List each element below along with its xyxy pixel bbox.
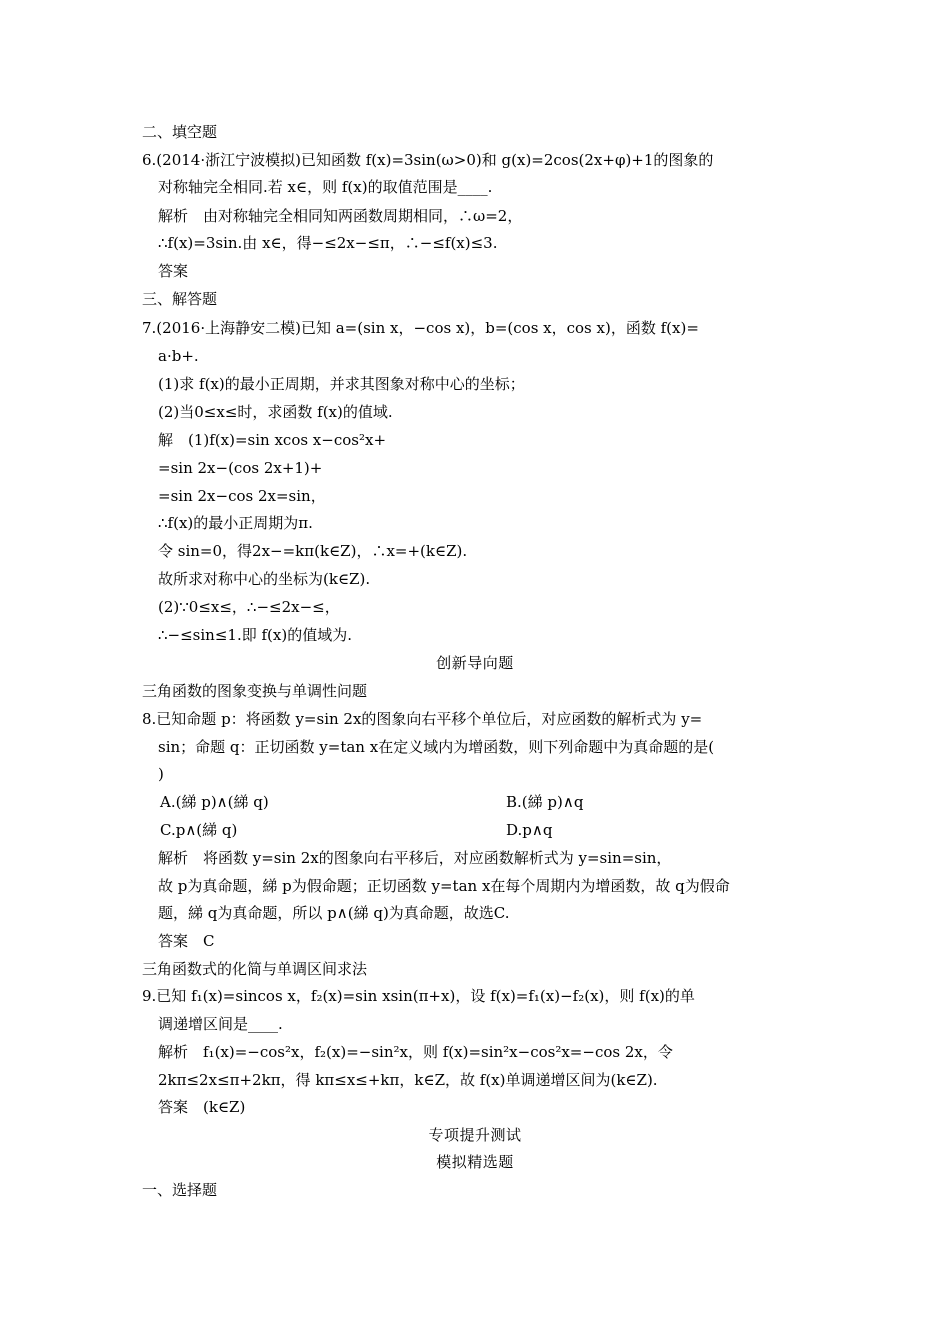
- question-text: 6.(2014·浙江宁波模拟)已知函数 f(x)=3sin(ω>0)和 g(x)=2cos(2x+φ)+1的图象的: [142, 151, 714, 169]
- solution-text: =sin 2x−(cos 2x+1)+: [158, 459, 323, 477]
- question-text: 7.(2016·上海静安二模)已知 a=(sin x，−cos x)，b=(cos x，cos x)，函数 f(x)=: [142, 319, 699, 337]
- solution-text: =sin 2x−cos 2x=sin，: [158, 487, 326, 505]
- analysis-text: 解析 由对称轴完全相同知两函数周期相同，∴ω=2，: [158, 207, 523, 225]
- solution-text: ∴f(x)的最小正周期为π.: [158, 514, 313, 532]
- option-c: C.p∧(綈 q): [160, 821, 238, 839]
- center-heading: 模拟精选题: [436, 1153, 514, 1171]
- section-heading: 二、填空题: [142, 123, 218, 141]
- solution-text: ∴−≤sin≤1.即 f(x)的值域为.: [158, 626, 352, 644]
- question-text: sin；命题 q：正切函数 y=tan x在定义域内为增函数，则下列命题中为真命题的是(: [158, 738, 715, 756]
- question-part: (2)当0≤x≤时，求函数 f(x)的值域.: [158, 403, 393, 421]
- analysis-text: 解析 f₁(x)=−cos²x，f₂(x)=−sin²x，则 f(x)=sin²x−cos²x=−cos 2x，令: [158, 1043, 673, 1061]
- solution-text: 令 sin=0，得2x−=kπ(k∈Z)，∴x=+(k∈Z).: [158, 542, 468, 560]
- solution-text: (2)∵0≤x≤，∴−≤2x−≤，: [158, 598, 340, 616]
- answer-label: 答案 (k∈Z): [158, 1098, 246, 1116]
- analysis-text: 2kπ≤2x≤π+2kπ，得 kπ≤x≤+kπ，k∈Z，故 f(x)单调递增区间为(k∈Z).: [158, 1071, 658, 1089]
- center-heading: 专项提升测试: [428, 1126, 522, 1144]
- section-heading: 三、解答题: [142, 290, 218, 308]
- analysis-text: 题，綈 q为真命题，所以 p∧(綈 q)为真命题，故选C.: [158, 904, 510, 922]
- option-b: B.(綈 p)∧q: [506, 793, 584, 811]
- answer-label: 答案 C: [158, 932, 215, 950]
- topic-heading: 三角函数式的化简与单调区间求法: [142, 960, 368, 978]
- analysis-text: 故 p为真命题，綈 p为假命题；正切函数 y=tan x在每个周期内为增函数，故 q为假命: [158, 877, 730, 895]
- question-text: 9.已知 f₁(x)=sincos x，f₂(x)=sin xsin(π+x)，设 f(x)=f₁(x)−f₂(x)，则 f(x)的单: [142, 987, 695, 1005]
- center-heading: 创新导向题: [436, 654, 514, 672]
- question-part: (1)求 f(x)的最小正周期，并求其图象对称中心的坐标；: [158, 375, 525, 393]
- answer-label: 答案: [158, 262, 189, 280]
- question-text: a·b+.: [158, 347, 199, 365]
- analysis-text: 解析 将函数 y=sin 2x的图象向右平移后，对应函数解析式为 y=sin=sin，: [158, 849, 672, 867]
- option-a: A.(綈 p)∧(綈 q): [160, 793, 269, 811]
- solution-text: 解 (1)f(x)=sin xcos x−cos²x+: [158, 431, 387, 449]
- section-heading: 一、选择题: [142, 1181, 218, 1199]
- analysis-text: ∴f(x)=3sin.由 x∈，得−≤2x−≤π，∴−≤f(x)≤3.: [158, 234, 498, 252]
- option-d: D.p∧q: [506, 821, 553, 839]
- solution-text: 故所求对称中心的坐标为(k∈Z).: [158, 570, 371, 588]
- question-text: 调递增区间是____.: [158, 1015, 283, 1033]
- topic-heading: 三角函数的图象变换与单调性问题: [142, 682, 368, 700]
- question-text: ): [158, 765, 164, 783]
- question-text: 对称轴完全相同.若 x∈，则 f(x)的取值范围是____.: [158, 178, 493, 196]
- question-text: 8.已知命题 p：将函数 y=sin 2x的图象向右平移个单位后，对应函数的解析式为 y=: [142, 710, 703, 728]
